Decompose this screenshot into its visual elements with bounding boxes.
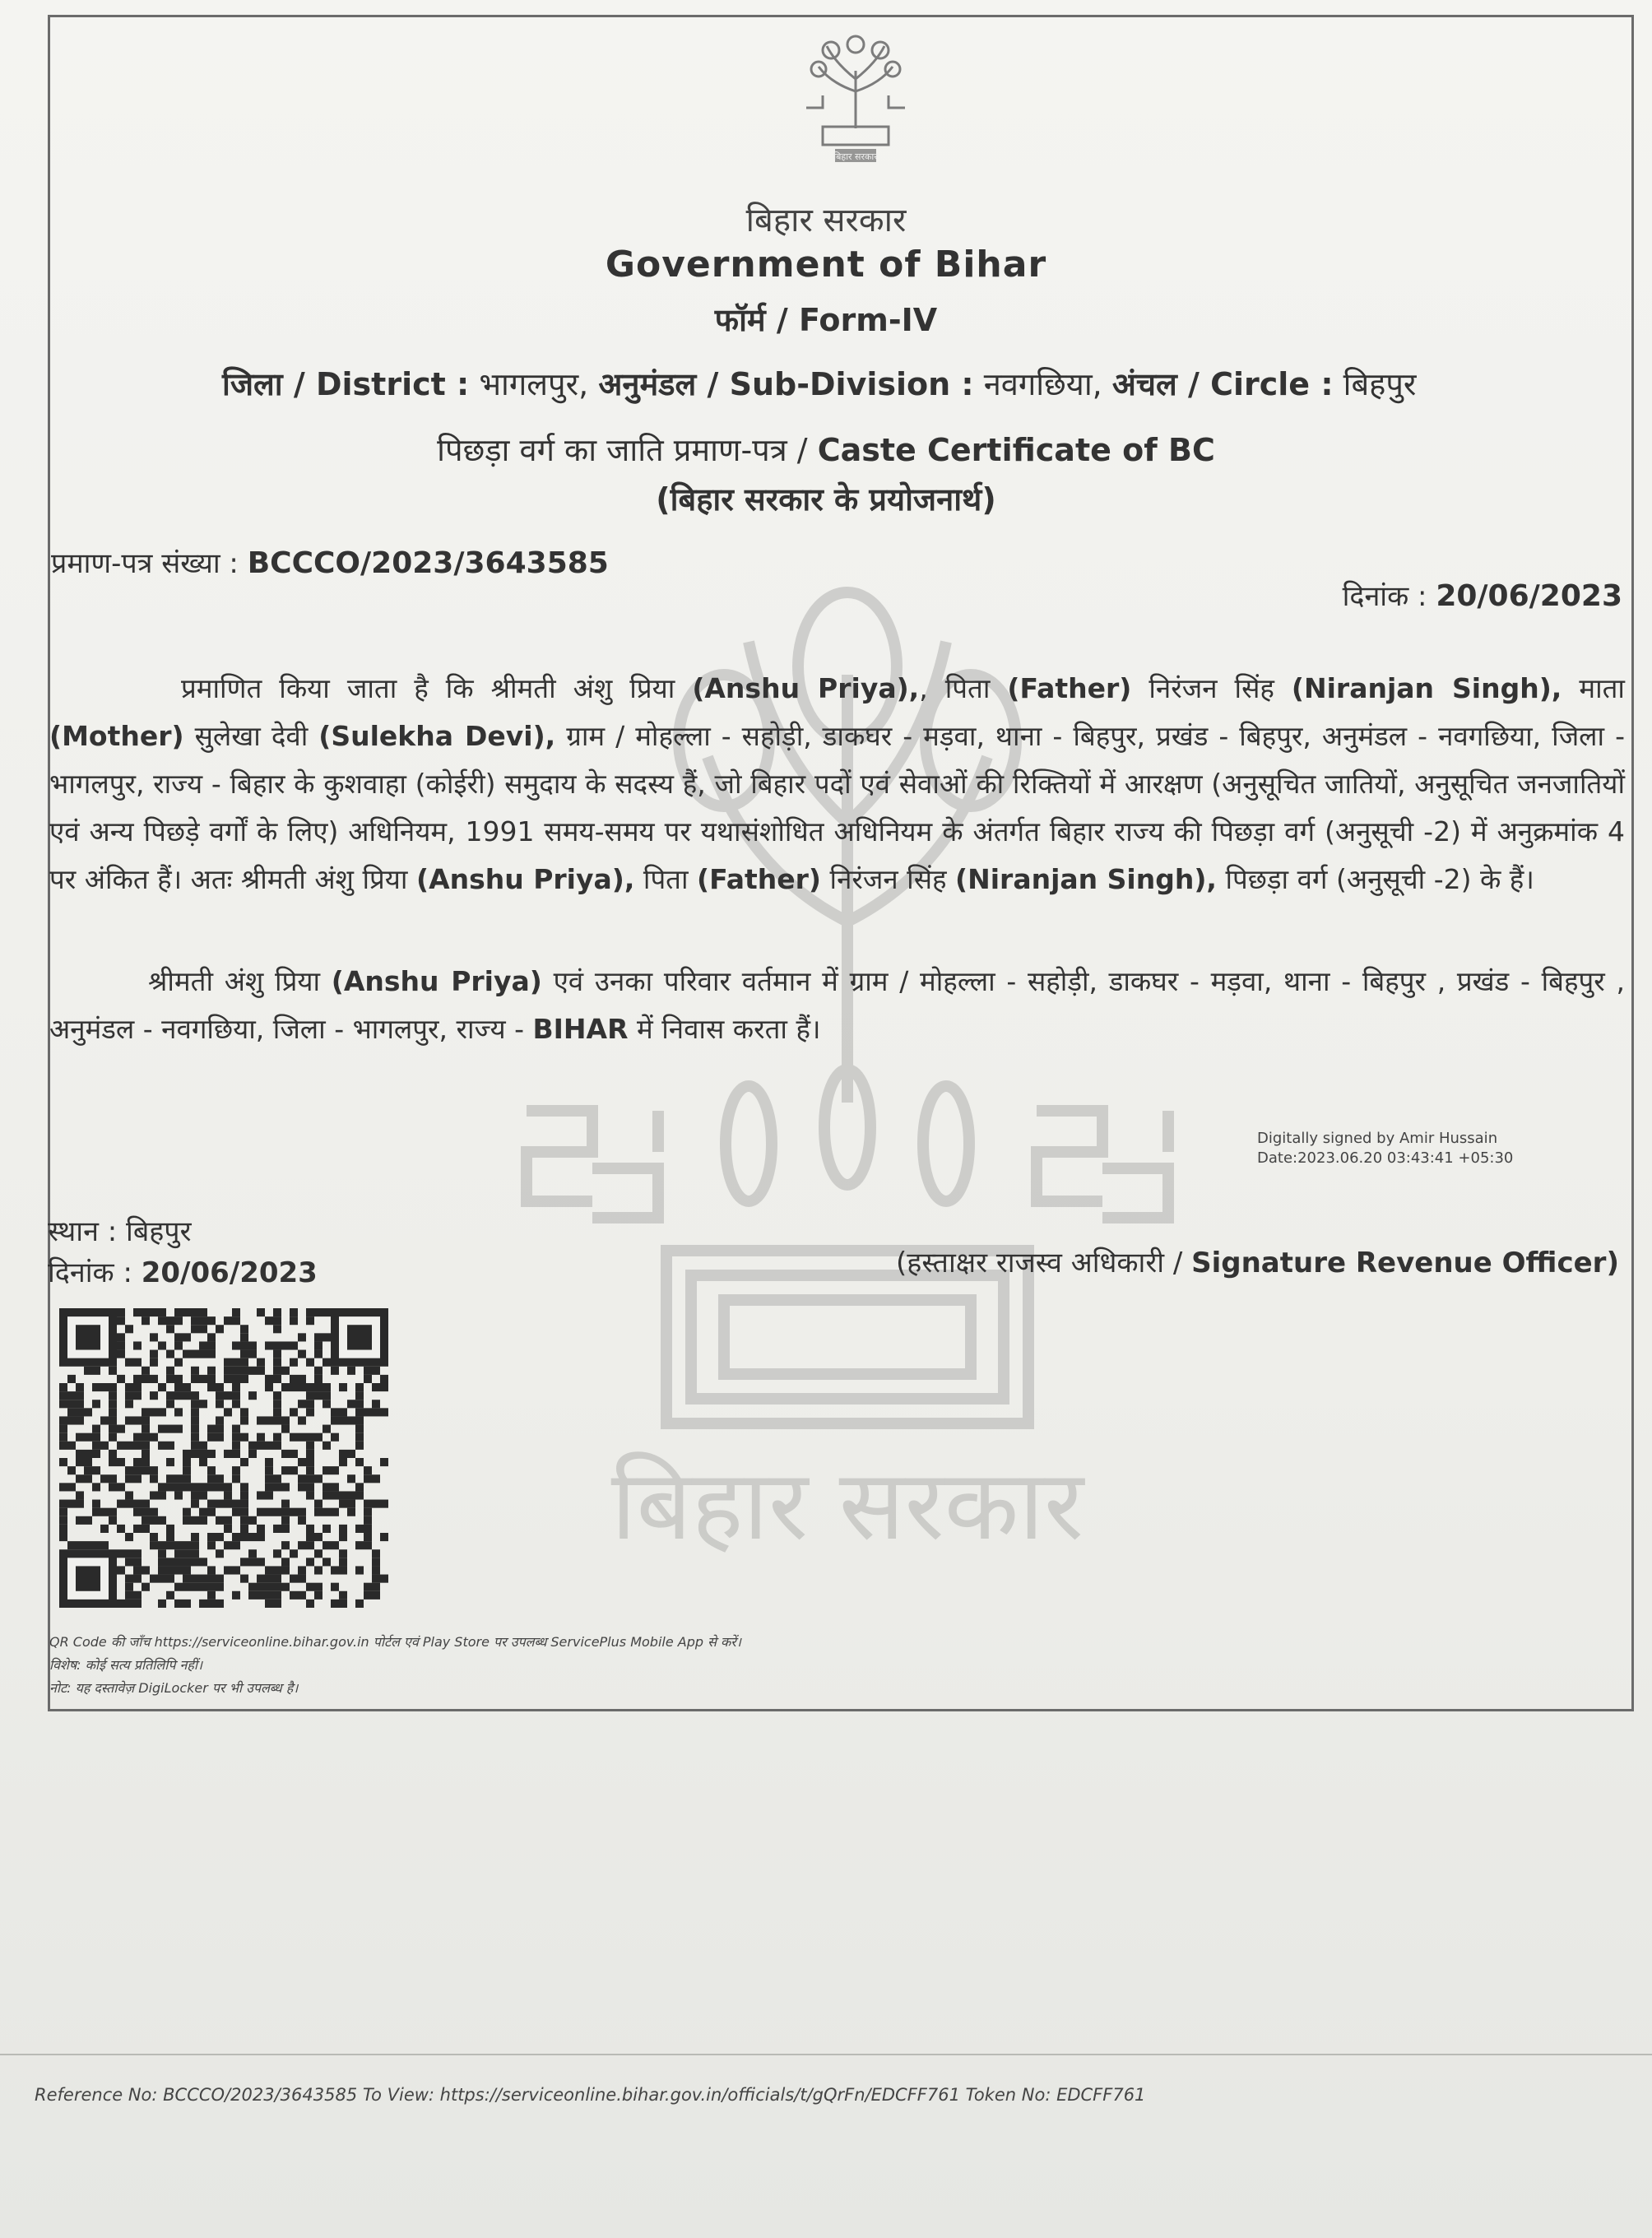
qr-notes (49, 1631, 741, 1700)
place-value: बिहपुर (126, 1215, 192, 1248)
place-date-value: 20/06/2023 (141, 1256, 318, 1289)
body-text: श्रीमती अंशु प्रिया (148, 965, 321, 997)
digital-signature-signer: Digitally signed by Amir Hussain (1257, 1130, 1498, 1147)
svg-text:बिहार सरकार: बिहार सरकार (833, 151, 878, 162)
location-line (222, 362, 1489, 405)
form-number: फॉर्म / Form-IV (714, 302, 938, 338)
district-label: जिला / District : (222, 366, 470, 402)
father-label-en: (Father) (697, 863, 822, 895)
certificate-body-paragraph-1: प्रमाणित किया जाता है कि श्रीमती अंशु प्रिया (Anshu Priya),, पिता (Father) निरंजन सिंह (Niranjan Singh), माता (Mother) सुलेखा देवी (Sulekha Devi), ग्राम / मोहल्ला - सहोड़ी, डाकघर - मड़वा, थाना - बिहपुर, प्रखंड - बिहपुर, अनुमंडल - नवगछिया, जिला - भागलपुर, राज्य - बिहार के कुशवाहा (कोईरी) समुदाय के सदस्य हैं, जो बिहार पदों एवं सेवाओं की रिक्तियों में आरक्षण (अनुसूचित जातियों, अनुसूचित जनजातियों एवं अन्य पिछड़े वर्गों के लिए) अधिनियम, 1991 समय-समय पर यथासंशोधित अधिनियम के अंतर्गत बिहार राज्य की पिछड़ा वर्ग (अनुसूची -2) में अनुक्रमांक 4 पर अंकित हैं। अतः श्रीमती अंशु प्रिया (Anshu Priya), पिता (Father) निरंजन सिंह (Niranjan Singh), पिछड़ा वर्ग (अनुसूची -2) के हैं। (49, 672, 1626, 895)
place-date-label: दिनांक : (48, 1256, 132, 1289)
applicant-name-en: (Anshu Priya), (415, 863, 635, 895)
place-label: स्थान : (48, 1215, 118, 1248)
footer-divider (0, 2054, 1652, 2055)
district-value: भागलपुर, (479, 366, 589, 402)
mother-name-en: (Sulekha Devi), (318, 720, 556, 752)
digital-signature (1257, 1129, 1513, 1168)
header-hindi-title: बिहार सरकार (745, 202, 907, 239)
svg-text:बिहार सरकार: बिहार सरकार (610, 1448, 1084, 1562)
father-name-hi: निरंजन सिंह (829, 863, 947, 895)
certificate-number-value: BCCCO/2023/3643585 (247, 546, 609, 580)
qr-note-special: विशेष: कोई सत्य प्रतिलिपि नहीं। (49, 1657, 203, 1673)
reference-footer: Reference No: BCCCO/2023/3643585 To View: https://serviceonline.bihar.gov.in/officials/t/gQrFn/EDCFF761 Token No: EDCFF761 (35, 2085, 1146, 2105)
signature-label-hindi: (हस्ताक्षर राजस्व अधिकारी / (896, 1247, 1183, 1279)
body-text: पिछड़ा वर्ग (अनुसूची -2) के हैं। (1225, 863, 1534, 895)
issue-date (1343, 576, 1622, 614)
qr-code (59, 1308, 388, 1608)
body-text: एवं उनका परिवार वर्तमान में ग्राम / मोहल्ला - सहोड़ी, डाकघर - मड़वा, थाना - बिहपुर , प्रखंड - बिहपुर , अनुमंडल - नवगछिया, जिला - भागलपुर, राज्य - (49, 965, 1625, 1045)
subdivision-value: नवगछिया, (983, 366, 1102, 402)
father-name-en: (Niranjan Singh), (955, 863, 1217, 895)
certificate-body-paragraph-2 (49, 958, 1625, 1053)
mother-label-en: (Mother) (49, 720, 184, 752)
place-date (48, 1252, 318, 1290)
qr-note-verify: QR Code की जाँच https://serviceonline.bihar.gov.in पोर्टल एवं Play Store पर उपलब्ध ServicePlus Mobile App से करें। (49, 1634, 741, 1650)
body-text: ग्राम / मोहल्ला - सहोड़ी, डाकघर - मड़वा, थाना - बिहपुर, प्रखंड - बिहपुर, अनुमंडल - नवगछिया, जिला - भागलपुर, राज्य - बिहार के कुशवाहा (कोईरी) समुदाय के सदस्य हैं, जो बिहार पदों एवं सेवाओं की रिक्तियों में आरक्षण (अनुसूचित जातियों, अनुसूचित जनजातियों एवं अन्य पिछड़े वर्गों के लिए) अधिनियम, 1991 समय-समय पर यथासंशोधित अधिनियम के अंतर्गत बिहार राज्य की पिछड़ा वर्ग (अनुसूची -2) में अनुक्रमांक 4 पर अंकित हैं। अतः श्रीमती अंशु प्रिया (49, 720, 1626, 895)
digital-signature-date: Date:2023.06.20 03:43:41 +05:30 (1257, 1149, 1514, 1167)
applicant-name-en: (Anshu Priya), (692, 672, 920, 704)
qr-note-digilocker: नोट: यह दस्तावेज़ DigiLocker पर भी उपलब्ध है। (49, 1680, 299, 1696)
body-text: प्रमाणित किया जाता है कि श्रीमती अंशु प्रिया (181, 672, 675, 704)
place (48, 1211, 192, 1249)
certificate-title-english: Caste Certificate of BC (817, 432, 1215, 468)
signature-label-english: Signature Revenue Officer) (1191, 1247, 1619, 1279)
bihar-emblem-icon (786, 30, 926, 169)
circle-value: बिहपुर (1343, 366, 1417, 402)
certificate-title (0, 428, 1652, 471)
father-name-hi: निरंजन सिंह (1149, 672, 1274, 704)
signature-label (896, 1242, 1619, 1280)
header-english-title: Government of Bihar (605, 244, 1047, 286)
father-name-en: (Niranjan Singh), (1291, 672, 1562, 704)
applicant-name-en: (Anshu Priya) (331, 965, 542, 997)
subdivision-label: अनुमंडल / Sub-Division : (598, 366, 974, 402)
body-text: पिता (643, 863, 689, 895)
mother-name-hi: सुलेखा देवी (194, 720, 309, 752)
father-label-en: (Father) (1007, 672, 1132, 704)
certificate-number-label: प्रमाण-पत्र संख्या : (51, 547, 239, 580)
body-text: में निवास करता हैं। (636, 1013, 821, 1045)
certificate-title-hindi: पिछड़ा वर्ग का जाति प्रमाण-पत्र / (437, 432, 808, 468)
state-name: BIHAR (532, 1013, 629, 1045)
body-text: पिता (944, 672, 991, 704)
certificate-purpose: (बिहार सरकार के प्रयोजनार्थ) (656, 481, 996, 518)
body-text: माता (1579, 672, 1625, 704)
issue-date-value: 20/06/2023 (1436, 579, 1622, 613)
circle-label: अंचल / Circle : (1111, 366, 1334, 402)
issue-date-label: दिनांक : (1342, 580, 1427, 613)
